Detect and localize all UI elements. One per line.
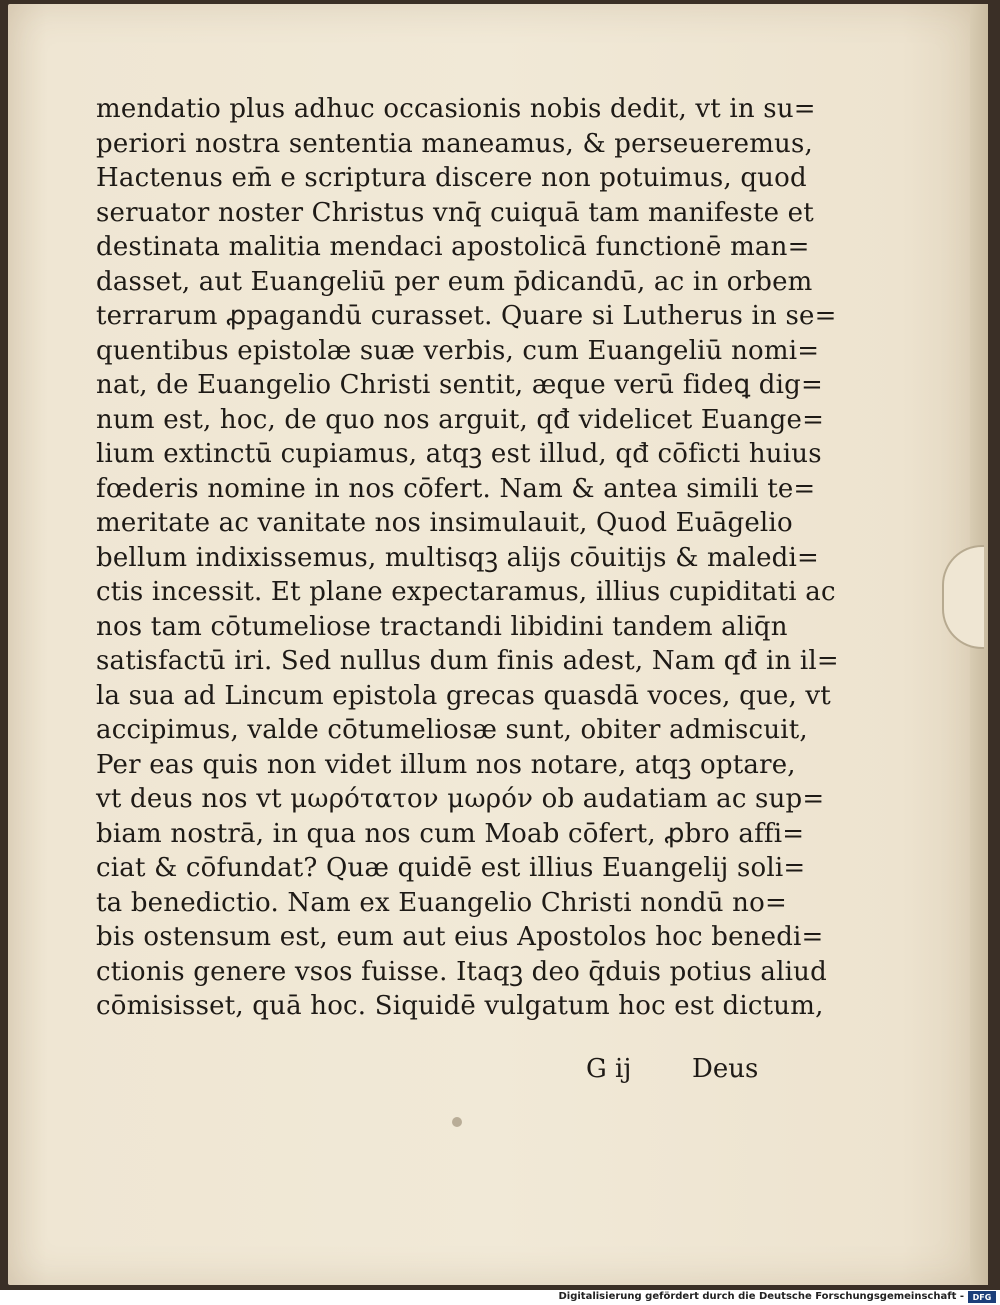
text-line: fœderis nomine in nos cōfert. Nam & antea simili te= (96, 473, 816, 504)
body-text (96, 92, 839, 1024)
text-line: Hactenus em̄ e scriptura discere non potuimus, quod (96, 163, 807, 193)
page-footer (96, 1054, 776, 1088)
catchword: Deus (692, 1054, 759, 1084)
text-line: bellum indixissemus, multisqꝫ alijs cōuitijs & maledi= (96, 542, 820, 573)
text-line: ciat & cōfundat? Quæ quidē est illius Euangelij soli= (96, 853, 806, 883)
text-line: meritate ac vanitate nos insimulauit, Quod Euāgelio (96, 508, 793, 538)
dfg-logo: DFG (968, 1291, 996, 1303)
text-line: nat, de Euangelio Christi sentit, æque verū fideꝗ dig= (96, 370, 823, 400)
paper-hole (452, 1117, 462, 1127)
text-line: destinata malitia mendaci apostolicā functionē man= (96, 232, 810, 262)
text-line: periori nostra sententia maneamus, & perseueremus, (96, 128, 814, 159)
text-line: cōmisisset, quā hoc. Siquidē vulgatum hoc est dictum, (96, 991, 824, 1021)
text-line: bis ostensum est, eum aut eius Apostolos hoc benedi= (96, 922, 824, 952)
text-line: seruator noster Christus vnq̄ cuiquā tam manifeste et (96, 197, 814, 228)
text-line: ta benedictio. Nam ex Euangelio Christi nondū no= (96, 887, 787, 918)
text-line: la sua ad Lincum epistola grecas quasdā voces, que, vt (96, 680, 831, 711)
text-line: num est, hoc, de quo nos arguit, qđ videlicet Euange= (96, 404, 825, 435)
text-line: terrarum ꝓpagandū curasset. Quare si Lutherus in se= (96, 301, 837, 331)
text-line: lium extinctū cupiamus, atqꝫ est illud, qđ cōficti huius (96, 439, 822, 469)
text-line: accipimus, valde cōtumeliosæ sunt, obiter admiscuit, (96, 715, 808, 745)
funding-credit: Digitalisierung gefördert durch die Deutsche Forschungsgemeinschaft - (558, 1291, 964, 1302)
signature-mark: G ij (586, 1054, 632, 1084)
text-line: nos tam cōtumeliose tractandi libidini tandem aliq̄n (96, 611, 788, 642)
text-line: ctis incessit. Et plane expectaramus, illius cupiditati ac (96, 577, 836, 607)
text-line: mendatio plus adhuc occasionis nobis dedit, vt in su= (96, 94, 816, 124)
text-line: dasset, aut Euangeliū per eum p̄dicandū, ac in orbem (96, 266, 813, 297)
text-line: vt deus nos vt μωρότατον μωρόν ob audatiam ac sup= (96, 784, 825, 814)
text-line: satisfactū iri. Sed nullus dum finis adest, Nam qđ in il= (96, 646, 839, 676)
text-line: quentibus epistolæ suæ verbis, cum Euangeliū nomi= (96, 335, 820, 366)
text-line: biam nostrā, in qua nos cum Moab cōfert, ꝓbro affi= (96, 818, 805, 849)
text-line: Per eas quis non videt illum nos notare, atqꝫ optare, (96, 749, 796, 780)
text-line: ctionis genere vsos fuisse. Itaqꝫ deo q̄duis potius aliud (96, 956, 827, 987)
